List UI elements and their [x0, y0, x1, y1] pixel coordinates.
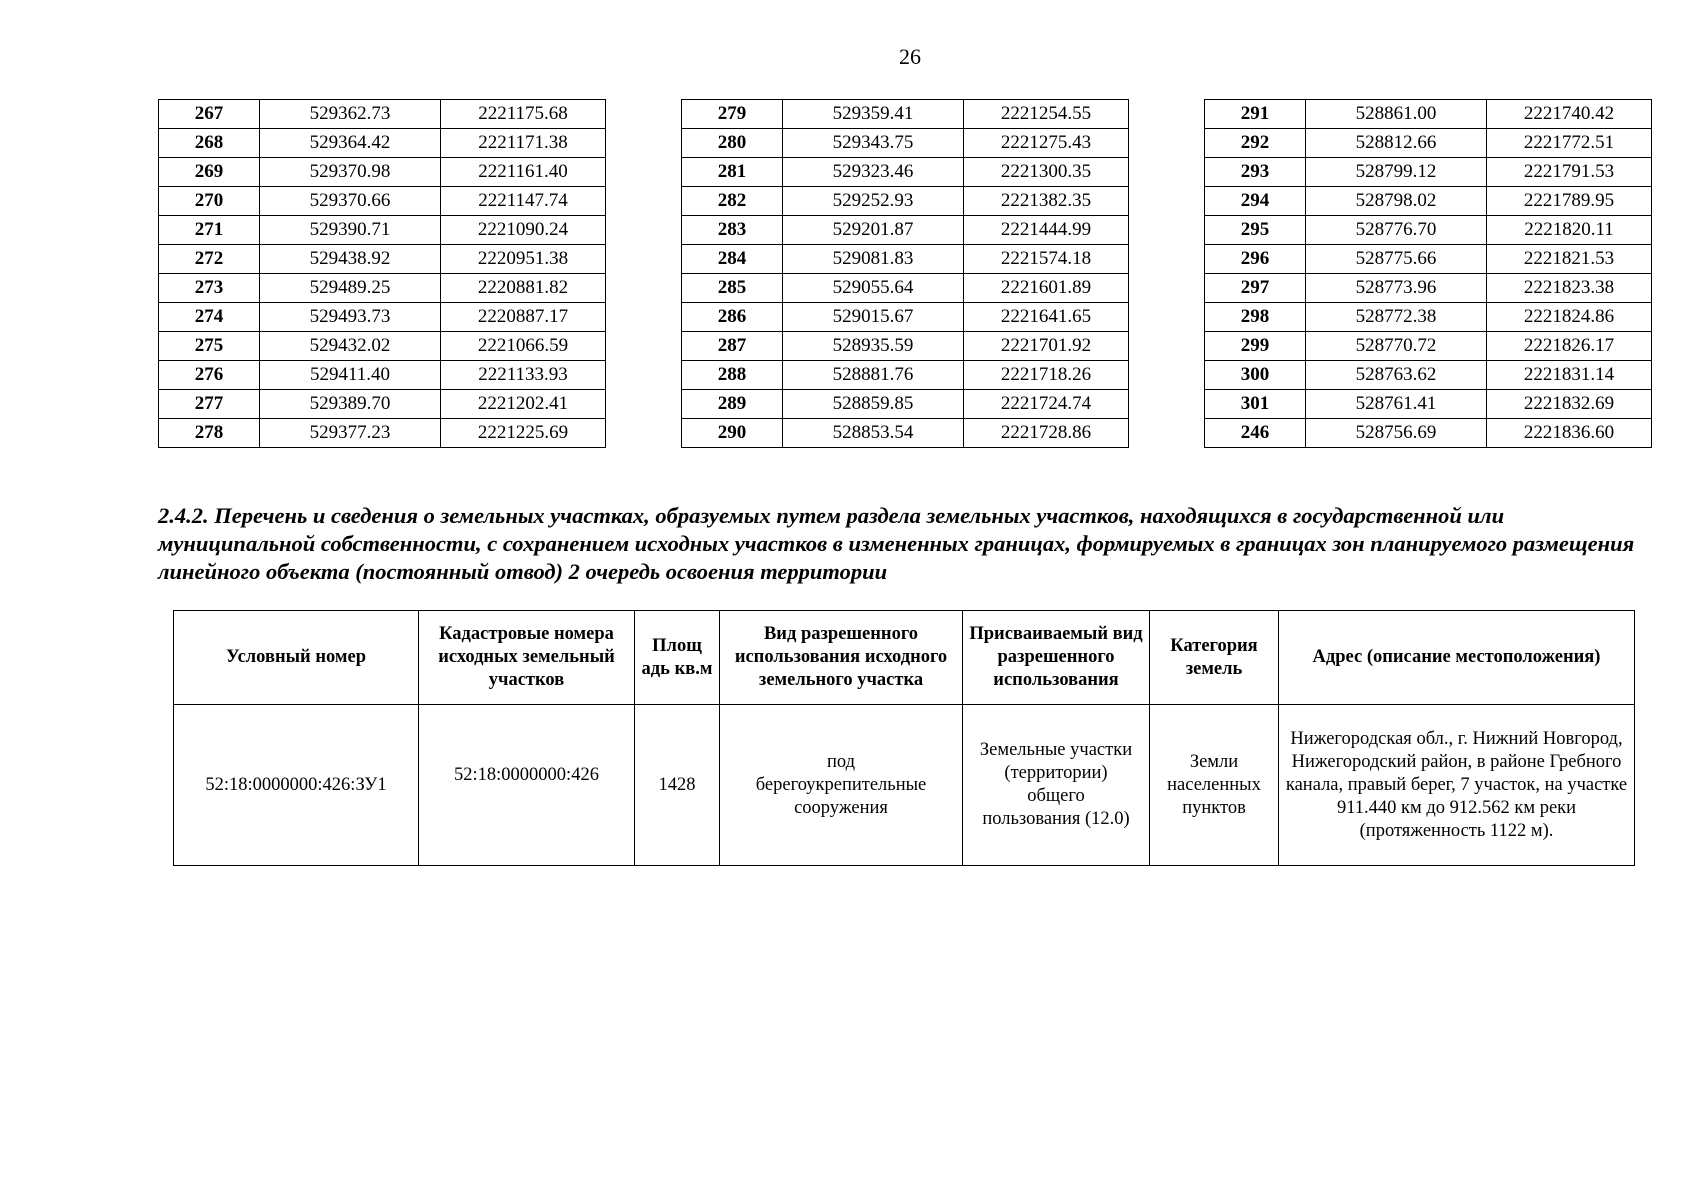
coordinate-row [159, 303, 606, 332]
y-coordinate: 2221147.74 [441, 187, 606, 216]
x-coordinate: 528772.38 [1306, 303, 1487, 332]
point-number: 291 [1205, 100, 1306, 129]
y-coordinate: 2221836.60 [1487, 419, 1652, 448]
coordinate-row [159, 274, 606, 303]
point-number: 279 [682, 100, 783, 129]
x-coordinate: 529323.46 [783, 158, 964, 187]
y-coordinate: 2221831.14 [1487, 361, 1652, 390]
point-number: 273 [159, 274, 260, 303]
point-number: 278 [159, 419, 260, 448]
point-number: 299 [1205, 332, 1306, 361]
x-coordinate: 529370.98 [260, 158, 441, 187]
coordinate-row [159, 332, 606, 361]
point-number: 285 [682, 274, 783, 303]
coordinate-row [159, 245, 606, 274]
cell-cadastral-number: 52:18:0000000:426 [419, 705, 635, 866]
x-coordinate: 528763.62 [1306, 361, 1487, 390]
y-coordinate: 2221601.89 [964, 274, 1129, 303]
cell-original-use: под берегоукрепительные сооружения [720, 705, 963, 866]
header-conditional-number: Условный номер [174, 611, 419, 705]
header-area: Площ адь кв.м [635, 611, 720, 705]
parcels-table [173, 610, 1635, 866]
point-number: 289 [682, 390, 783, 419]
coordinate-row [1205, 361, 1652, 390]
coordinate-row [1205, 129, 1652, 158]
y-coordinate: 2221740.42 [1487, 100, 1652, 129]
point-number: 284 [682, 245, 783, 274]
x-coordinate: 528775.66 [1306, 245, 1487, 274]
point-number: 294 [1205, 187, 1306, 216]
coordinate-row [159, 100, 606, 129]
y-coordinate: 2221171.38 [441, 129, 606, 158]
x-coordinate: 529364.42 [260, 129, 441, 158]
coordinate-row [1205, 274, 1652, 303]
x-coordinate: 528799.12 [1306, 158, 1487, 187]
header-cadastral-numbers: Кадастровые номера исходных земельный участков [419, 611, 635, 705]
point-number: 290 [682, 419, 783, 448]
coordinate-row [682, 245, 1129, 274]
coordinate-row [1205, 100, 1652, 129]
x-coordinate: 529438.92 [260, 245, 441, 274]
x-coordinate: 528881.76 [783, 361, 964, 390]
y-coordinate: 2221789.95 [1487, 187, 1652, 216]
y-coordinate: 2220951.38 [441, 245, 606, 274]
y-coordinate: 2221701.92 [964, 332, 1129, 361]
point-number: 274 [159, 303, 260, 332]
coordinates-table [1204, 99, 1652, 448]
header-land-category: Категория земель [1150, 611, 1279, 705]
y-coordinate: 2221718.26 [964, 361, 1129, 390]
y-coordinate: 2221066.59 [441, 332, 606, 361]
y-coordinate: 2221225.69 [441, 419, 606, 448]
x-coordinate: 529252.93 [783, 187, 964, 216]
coordinate-row [682, 187, 1129, 216]
x-coordinate: 529493.73 [260, 303, 441, 332]
x-coordinate: 529015.67 [783, 303, 964, 332]
section-heading: 2.4.2. Перечень и сведения о земельных участках, образуемых путем раздела земельных участков, находящихся в государственной или муниципальной собственности, с сохранением исходных участков в измененных границах, формируемых в границах зон планируемого размещения линейного объекта (постоянный отвод) 2 очередь освоения территории [158, 503, 1635, 584]
x-coordinate: 528861.00 [1306, 100, 1487, 129]
coordinate-row [682, 129, 1129, 158]
point-number: 270 [159, 187, 260, 216]
point-number: 272 [159, 245, 260, 274]
x-coordinate: 529377.23 [260, 419, 441, 448]
point-number: 301 [1205, 390, 1306, 419]
coordinate-row [682, 100, 1129, 129]
y-coordinate: 2221382.35 [964, 187, 1129, 216]
y-coordinate: 2221823.38 [1487, 274, 1652, 303]
coordinate-row [159, 390, 606, 419]
y-coordinate: 2221821.53 [1487, 245, 1652, 274]
x-coordinate: 529411.40 [260, 361, 441, 390]
coordinate-row [159, 419, 606, 448]
point-number: 288 [682, 361, 783, 390]
y-coordinate: 2221772.51 [1487, 129, 1652, 158]
coordinate-row [682, 332, 1129, 361]
x-coordinate: 528761.41 [1306, 390, 1487, 419]
point-number: 271 [159, 216, 260, 245]
x-coordinate: 528756.69 [1306, 419, 1487, 448]
coordinate-row [1205, 245, 1652, 274]
point-number: 297 [1205, 274, 1306, 303]
coordinate-row [682, 158, 1129, 187]
point-number: 267 [159, 100, 260, 129]
y-coordinate: 2221090.24 [441, 216, 606, 245]
x-coordinate: 529390.71 [260, 216, 441, 245]
page-number: 26 [899, 44, 921, 69]
coordinates-table [158, 99, 606, 448]
point-number: 292 [1205, 129, 1306, 158]
coordinate-row [159, 361, 606, 390]
cell-address: Нижегородская обл., г. Нижний Новгород, Нижегородский район, в районе Гребного канала, правый берег, 7 участок, на участке 911.440 км до 912.562 км реки (протяженность 1122 м). [1279, 705, 1635, 866]
y-coordinate: 2221820.11 [1487, 216, 1652, 245]
x-coordinate: 529343.75 [783, 129, 964, 158]
coordinate-row [1205, 419, 1652, 448]
point-number: 275 [159, 332, 260, 361]
x-coordinate: 529370.66 [260, 187, 441, 216]
y-coordinate: 2221133.93 [441, 361, 606, 390]
x-coordinate: 529362.73 [260, 100, 441, 129]
point-number: 300 [1205, 361, 1306, 390]
header-address: Адрес (описание местоположения) [1279, 611, 1635, 705]
y-coordinate: 2221824.86 [1487, 303, 1652, 332]
y-coordinate: 2221175.68 [441, 100, 606, 129]
x-coordinate: 528770.72 [1306, 332, 1487, 361]
point-number: 283 [682, 216, 783, 245]
coordinate-row [682, 274, 1129, 303]
x-coordinate: 529055.64 [783, 274, 964, 303]
point-number: 246 [1205, 419, 1306, 448]
y-coordinate: 2221728.86 [964, 419, 1129, 448]
cell-conditional-number: 52:18:0000000:426:ЗУ1 [174, 705, 419, 866]
point-number: 296 [1205, 245, 1306, 274]
coordinate-row [1205, 158, 1652, 187]
point-number: 277 [159, 390, 260, 419]
cell-land-category: Земли населенных пунктов [1150, 705, 1279, 866]
coordinate-row [682, 361, 1129, 390]
x-coordinate: 528798.02 [1306, 187, 1487, 216]
y-coordinate: 2221641.65 [964, 303, 1129, 332]
point-number: 281 [682, 158, 783, 187]
y-coordinate: 2221791.53 [1487, 158, 1652, 187]
point-number: 287 [682, 332, 783, 361]
coordinate-row [682, 303, 1129, 332]
point-number: 276 [159, 361, 260, 390]
y-coordinate: 2221826.17 [1487, 332, 1652, 361]
x-coordinate: 528776.70 [1306, 216, 1487, 245]
coordinate-row [1205, 390, 1652, 419]
x-coordinate: 529432.02 [260, 332, 441, 361]
parcels-header-row [174, 611, 1635, 705]
coordinate-row [159, 187, 606, 216]
parcels-row [174, 705, 1635, 866]
x-coordinate: 528773.96 [1306, 274, 1487, 303]
y-coordinate: 2221574.18 [964, 245, 1129, 274]
coordinate-row [682, 390, 1129, 419]
point-number: 280 [682, 129, 783, 158]
y-coordinate: 2221161.40 [441, 158, 606, 187]
point-number: 293 [1205, 158, 1306, 187]
coordinate-row [682, 419, 1129, 448]
coordinate-row [682, 216, 1129, 245]
x-coordinate: 528935.59 [783, 332, 964, 361]
y-coordinate: 2221724.74 [964, 390, 1129, 419]
point-number: 269 [159, 158, 260, 187]
x-coordinate: 529081.83 [783, 245, 964, 274]
y-coordinate: 2221832.69 [1487, 390, 1652, 419]
x-coordinate: 528859.85 [783, 390, 964, 419]
y-coordinate: 2220881.82 [441, 274, 606, 303]
coordinate-row [1205, 187, 1652, 216]
y-coordinate: 2220887.17 [441, 303, 606, 332]
coordinate-row [159, 216, 606, 245]
header-assigned-use: Присваиваемый вид разрешенного использования [963, 611, 1150, 705]
y-coordinate: 2221300.35 [964, 158, 1129, 187]
cell-area: 1428 [635, 705, 720, 866]
coordinate-row [1205, 216, 1652, 245]
coordinate-row [159, 158, 606, 187]
point-number: 268 [159, 129, 260, 158]
point-number: 298 [1205, 303, 1306, 332]
y-coordinate: 2221202.41 [441, 390, 606, 419]
x-coordinate: 528812.66 [1306, 129, 1487, 158]
x-coordinate: 529489.25 [260, 274, 441, 303]
x-coordinate: 529201.87 [783, 216, 964, 245]
coordinates-table [681, 99, 1129, 448]
point-number: 295 [1205, 216, 1306, 245]
coordinate-row [159, 129, 606, 158]
x-coordinate: 529359.41 [783, 100, 964, 129]
cell-assigned-use: Земельные участки (территории) общего пользования (12.0) [963, 705, 1150, 866]
y-coordinate: 2221275.43 [964, 129, 1129, 158]
header-original-use: Вид разрешенного использования исходного земельного участка [720, 611, 963, 705]
coordinate-row [1205, 332, 1652, 361]
x-coordinate: 529389.70 [260, 390, 441, 419]
point-number: 282 [682, 187, 783, 216]
coordinate-row [1205, 303, 1652, 332]
point-number: 286 [682, 303, 783, 332]
y-coordinate: 2221444.99 [964, 216, 1129, 245]
y-coordinate: 2221254.55 [964, 100, 1129, 129]
x-coordinate: 528853.54 [783, 419, 964, 448]
